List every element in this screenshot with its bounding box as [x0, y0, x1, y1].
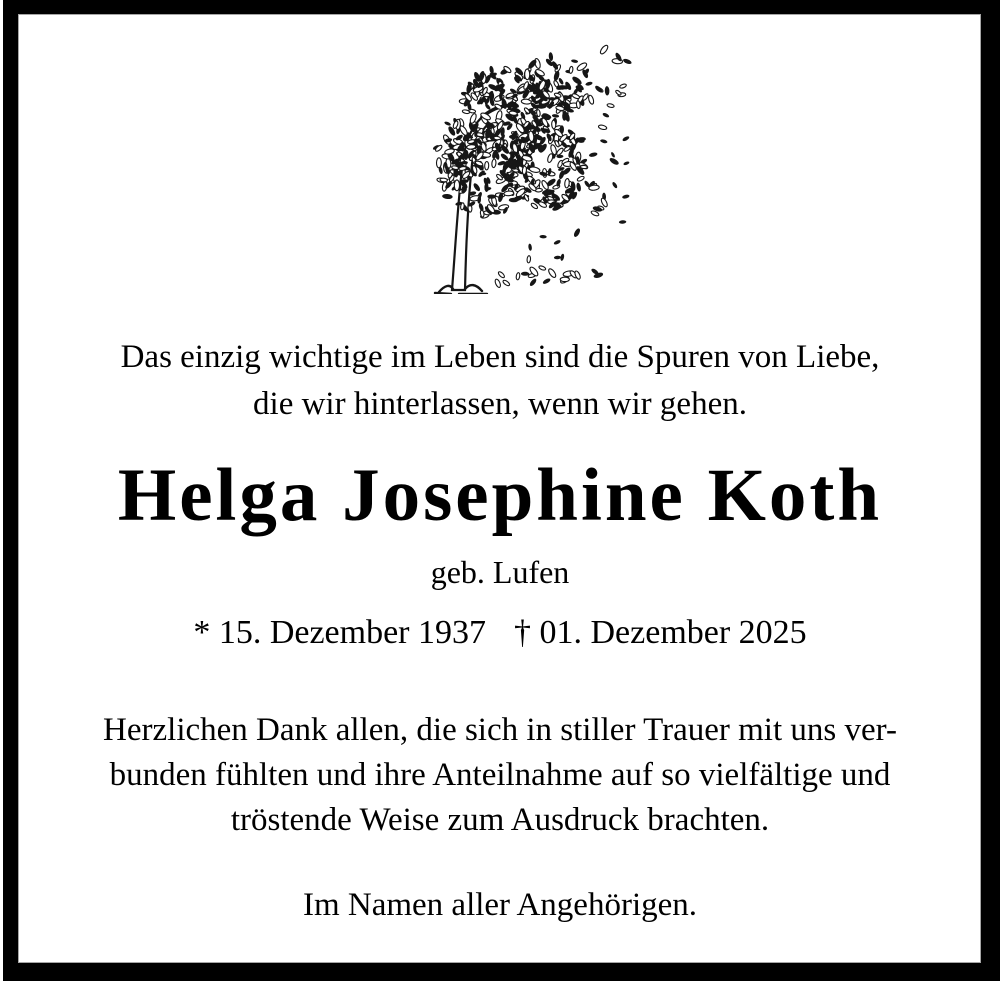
tree-svg: [395, 34, 635, 294]
epigraph-line-1: Das einzig wichtige im Leben sind die Spuren von Liebe,: [120, 339, 880, 375]
thanks-line-1: Herzlichen Dank allen, die sich in stiller Trauer mit uns ver-: [103, 712, 897, 748]
closing-line: Im Namen aller Angehörigen.: [302, 887, 698, 923]
maiden-name: geb. Lufen: [430, 554, 570, 590]
thanks-line-3: tröstende Weise zum Ausdruck brachten.: [230, 802, 770, 838]
birth-date: * 15. Dezember 1937: [193, 614, 486, 651]
thanks-message: [0, 708, 1000, 843]
tree-illustration: [395, 34, 635, 294]
thanks-line-2: bunden fühlten und ihre Anteilnahme auf so vielfältige und: [109, 757, 891, 793]
life-dates: [0, 613, 1000, 654]
epigraph-line-2: die wir hinterlassen, wenn wir gehen.: [253, 386, 747, 422]
death-date: † 01. Dezember 2025: [514, 614, 807, 651]
deceased-name: Helga Josephine Koth: [117, 454, 883, 537]
epigraph: [0, 334, 1000, 428]
